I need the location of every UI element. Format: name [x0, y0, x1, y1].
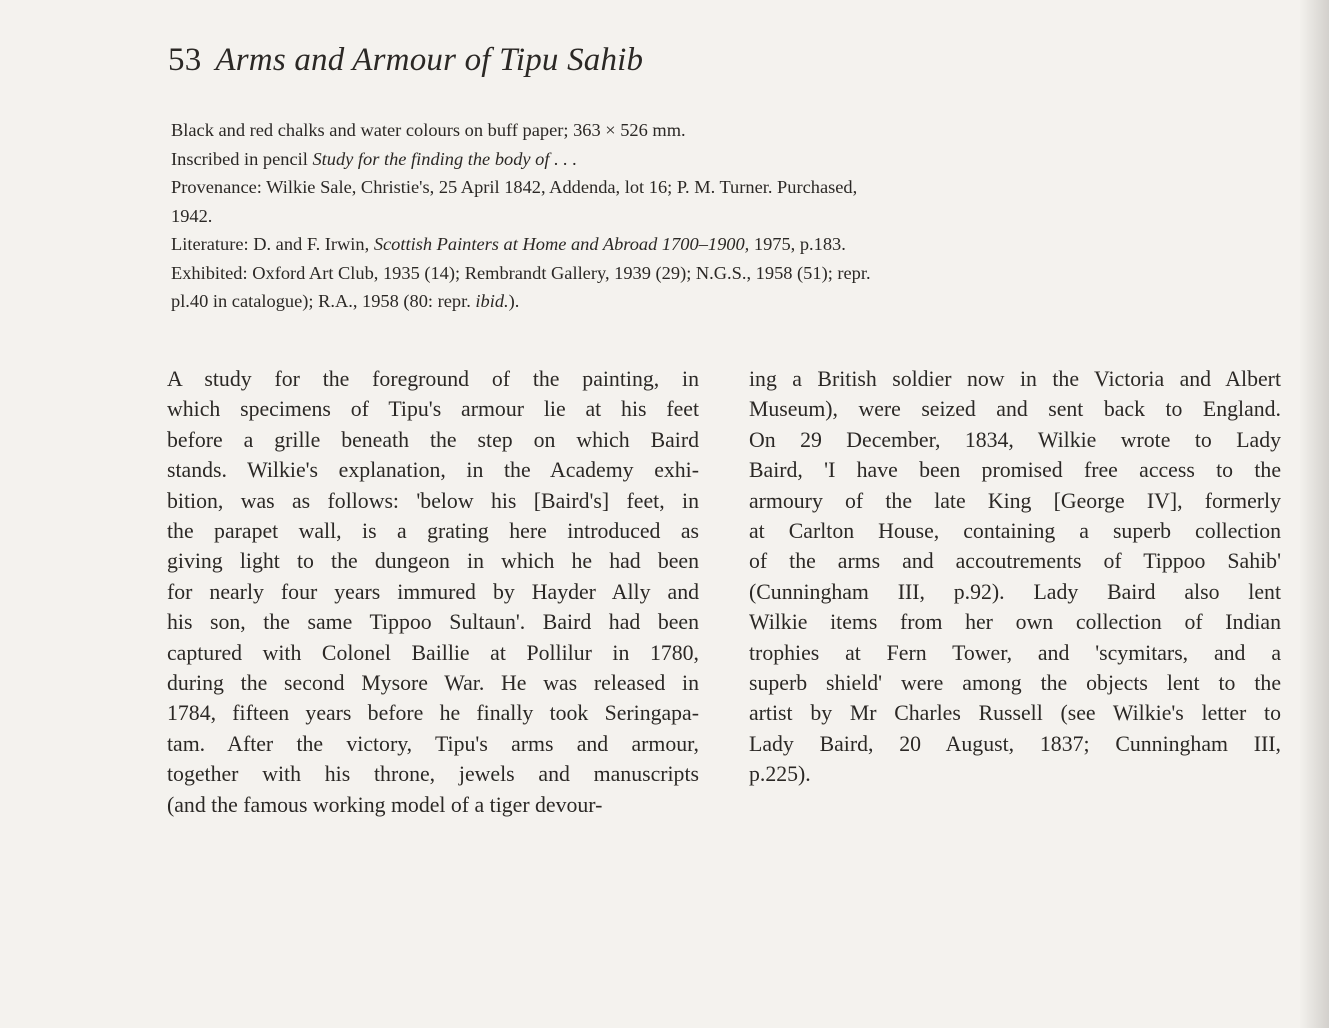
body-text-line: bition, was as follows: 'below his [Baird's] feet, in [167, 488, 699, 513]
body-text-line: during the second Mysore War. He was released in [167, 671, 699, 696]
literature-suffix: 1975, p.183. [749, 234, 846, 254]
body-text-line: giving light to the dungeon in which he had been [167, 549, 699, 574]
body-text-line: the parapet wall, is a grating here introduced as [167, 519, 699, 544]
body-text-line: 1784, fifteen years before he finally took Seringapa- [167, 701, 699, 726]
body-text-line: Wilkie items from her own collection of Indian [749, 610, 1281, 635]
literature-title: Scottish Painters at Home and Abroad 1700–1900, [373, 234, 750, 254]
body-text-line: his son, the same Tippoo Sultaun'. Baird had been [167, 610, 699, 635]
literature-prefix: Literature: D. and F. Irwin, [171, 234, 374, 254]
body-text-line: of the arms and accoutrements of Tippoo Sahib' [749, 549, 1281, 574]
body-text-line: captured with Colonel Baillie at Pollilur in 1780, [167, 640, 699, 665]
body-text-line: On 29 December, 1834, Wilkie wrote to Lady [749, 427, 1281, 452]
exhibited-line-1: Exhibited: Oxford Art Club, 1935 (14); Rembrandt Gallery, 1939 (29); N.G.S., 1958 (51); repr. [171, 262, 871, 283]
body-text-line: at Carlton House, containing a superb collection [749, 519, 1281, 544]
body-text-line: p.225). [749, 762, 811, 787]
inscription-text: Study for the finding the body of . . . [312, 148, 578, 169]
literature-line [171, 230, 1071, 259]
body-text-line: (Cunningham III, p.92). Lady Baird also lent [749, 579, 1281, 604]
body-text-line: superb shield' were among the objects lent to the [749, 671, 1281, 696]
provenance-line-2: 1942. [171, 205, 213, 226]
exhibited-line-2 [171, 287, 1071, 316]
inscription-prefix: Inscribed in pencil [171, 148, 313, 169]
body-text-line: armoury of the late King [George IV], formerly [749, 488, 1281, 513]
medium-line: Black and red chalks and water colours on buff paper; 363 × 526 mm. [171, 120, 686, 140]
body-text-line: artist by Mr Charles Russell (see Wilkie's letter to [749, 701, 1281, 726]
body-column-left [167, 364, 699, 820]
entry-heading [168, 38, 643, 82]
entry-title: Arms and Armour of Tipu Sahib [215, 42, 644, 78]
exhibited-suffix: ). [508, 291, 520, 311]
page-edge-shadow [1299, 0, 1329, 1028]
body-text-line: A study for the foreground of the painting, in [167, 367, 699, 391]
body-text-line: together with his throne, jewels and manuscripts [167, 762, 699, 787]
body-text-line: Lady Baird, 20 August, 1837; Cunningham III, [749, 731, 1281, 756]
exhibited-prefix: pl.40 in catalogue); R.A., 1958 (80: repr. [171, 291, 476, 311]
body-text-line: Baird, 'I have been promised free access to the [749, 458, 1281, 483]
body-text-line: ing a British soldier now in the Victoria and Albert [749, 367, 1281, 391]
body-text-line: (and the famous working model of a tiger devour- [167, 792, 603, 817]
body-text-line: tam. After the victory, Tipu's arms and armour, [167, 731, 699, 756]
inscription-line [171, 145, 1071, 174]
body-text-line: before a grille beneath the step on which Baird [167, 427, 699, 452]
provenance-line-1: Provenance: Wilkie Sale, Christie's, 25 April 1842, Addenda, lot 16; P. M. Turner. Purchased, [171, 177, 858, 197]
body-text-line: stands. Wilkie's explanation, in the Academy exhi- [167, 458, 699, 483]
body-text-line: trophies at Fern Tower, and 'scymitars, and a [749, 640, 1281, 665]
body-text-line: for nearly four years immured by Hayder Ally and [167, 579, 699, 604]
entry-number: 53 [168, 42, 202, 78]
body-text-line: Museum), were seized and sent back to England. [749, 397, 1281, 422]
catalogue-details [171, 116, 1071, 316]
exhibited-ibid: ibid. [475, 291, 509, 311]
body-text-line: which specimens of Tipu's armour lie at his feet [167, 397, 699, 422]
body-column-right [749, 364, 1281, 790]
